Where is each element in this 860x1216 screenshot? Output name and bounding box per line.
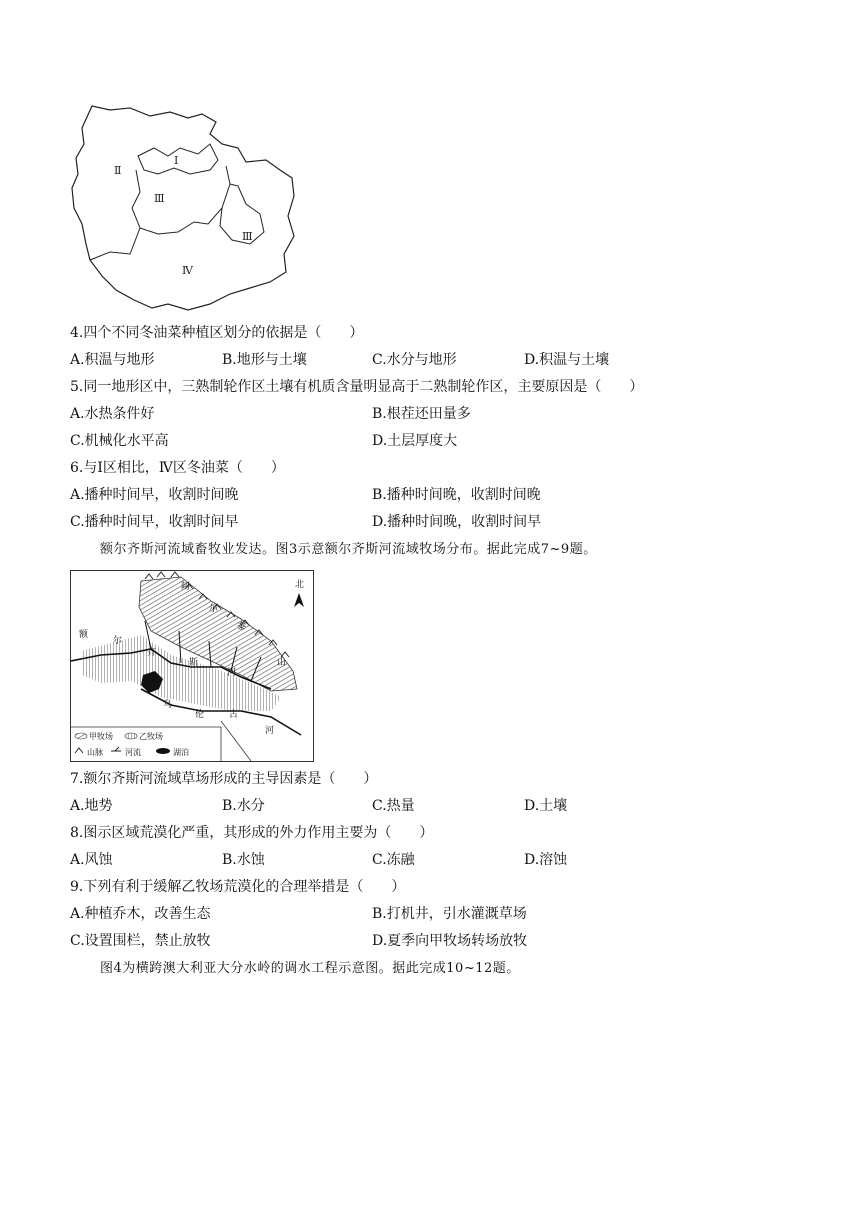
region-label-3: Ⅲ: [154, 192, 165, 205]
yi-pasture-legend-icon: [125, 733, 137, 739]
legend-lake: 湖泊: [173, 748, 189, 757]
q9-option-b[interactable]: B.打机井，引水灌溉草场: [372, 906, 527, 922]
q8-option-b[interactable]: B.水蚀: [222, 852, 265, 868]
place-char: 伦: [195, 710, 205, 720]
legend-mountain: 山脉: [87, 748, 103, 757]
place-char: 乌: [163, 700, 173, 710]
place-char: 河: [227, 668, 237, 678]
question-9-stem: 9.下列有利于缓解乙牧场荒漠化的合理举措是（ ）: [70, 879, 406, 895]
question-8-stem: 8.图示区域荒漠化严重，其形成的外力作用主要为（ ）: [70, 825, 434, 841]
intro-10-12: 图4为横跨澳大利亚大分水岭的调水工程示意图。据此完成10~12题。: [100, 961, 520, 976]
q4-option-c[interactable]: C.水分与地形: [372, 352, 457, 368]
north-label: 北: [295, 580, 305, 590]
legend-jia-pasture: 甲牧场: [89, 732, 113, 741]
irtysh-pasture-map: [70, 570, 314, 762]
q8-option-a[interactable]: A.风蚀: [70, 852, 113, 868]
place-char: 斯: [189, 658, 199, 668]
place-char: 河: [265, 726, 275, 736]
river-legend-icon: [111, 747, 121, 751]
q4-option-d[interactable]: D.积温与土壤: [524, 352, 610, 368]
q8-option-d[interactable]: D.溶蚀: [524, 852, 568, 868]
place-char: 山: [277, 658, 287, 668]
question-6-stem: 6.与Ⅰ区相比，Ⅳ区冬油菜（ ）: [70, 460, 285, 476]
legend-river: 河流: [125, 748, 141, 757]
q7-option-c[interactable]: C.热量: [372, 798, 415, 814]
q6-option-d[interactable]: D.播种时间晚，收割时间早: [372, 514, 542, 530]
q7-option-b[interactable]: B.水分: [222, 798, 265, 814]
region-label-1: Ⅰ: [174, 154, 179, 167]
map-outline: [72, 106, 294, 310]
q9-option-c[interactable]: C.设置围栏，禁止放牧: [70, 933, 211, 949]
region-label-2: Ⅱ: [114, 164, 122, 177]
q8-option-c[interactable]: C.冻融: [372, 852, 415, 868]
lake-legend-icon: [156, 748, 170, 754]
q4-option-b[interactable]: B.地形与土壤: [222, 352, 307, 368]
q5-option-c[interactable]: C.机械化水平高: [70, 433, 169, 449]
q5-option-d[interactable]: D.土层厚度大: [372, 433, 458, 449]
legend-yi-pasture: 乙牧场: [139, 732, 163, 741]
q7-option-a[interactable]: A.地势: [70, 798, 113, 814]
q5-option-b[interactable]: B.根茬还田量多: [372, 406, 471, 422]
question-4-stem: 4.四个不同冬油菜种植区划分的依据是（ ）: [70, 325, 364, 341]
jia-pasture-legend-icon: [75, 733, 87, 739]
q9-option-d[interactable]: D.夏季向甲牧场转场放牧: [372, 933, 528, 949]
rapeseed-region-map: [70, 104, 300, 314]
q9-option-a[interactable]: A.种植乔木，改善生态: [70, 906, 211, 922]
q6-option-a[interactable]: A.播种时间早，收割时间晚: [70, 487, 239, 503]
place-char: 齐: [147, 648, 157, 658]
q5-option-a[interactable]: A.水热条件好: [70, 406, 155, 422]
region-boundary: [132, 166, 230, 234]
mountain-legend-icon: [75, 748, 83, 753]
place-char: 阿: [181, 582, 191, 592]
place-char: 尔: [209, 604, 219, 614]
question-7-stem: 7.额尔齐斯河流域草场形成的主导因素是（ ）: [70, 771, 378, 787]
border-line: [221, 721, 251, 761]
q7-option-d[interactable]: D.土壤: [524, 798, 568, 814]
question-5-stem: 5.同一地形区中，三熟制轮作区土壤有机质含量明显高于二熟制轮作区，主要原因是（ ）: [70, 379, 644, 395]
intro-7-9: 额尔齐斯河流域畜牧业发达。图3示意额尔齐斯河流域牧场分布。据此完成7~9题。: [100, 542, 597, 557]
q4-option-a[interactable]: A.积温与地形: [70, 352, 155, 368]
north-arrow-icon: [294, 593, 304, 607]
place-char: 古: [229, 710, 239, 720]
place-char: 尔: [113, 636, 123, 646]
place-char: 额: [79, 630, 89, 640]
q6-option-b[interactable]: B.播种时间晚，收割时间晚: [372, 487, 541, 503]
place-char: 泰: [237, 622, 247, 632]
region-label-4: Ⅳ: [182, 264, 193, 277]
region-label-3b: Ⅲ: [242, 230, 253, 243]
region-boundary: [90, 228, 140, 260]
q6-option-c[interactable]: C.播种时间早，收割时间早: [70, 514, 239, 530]
